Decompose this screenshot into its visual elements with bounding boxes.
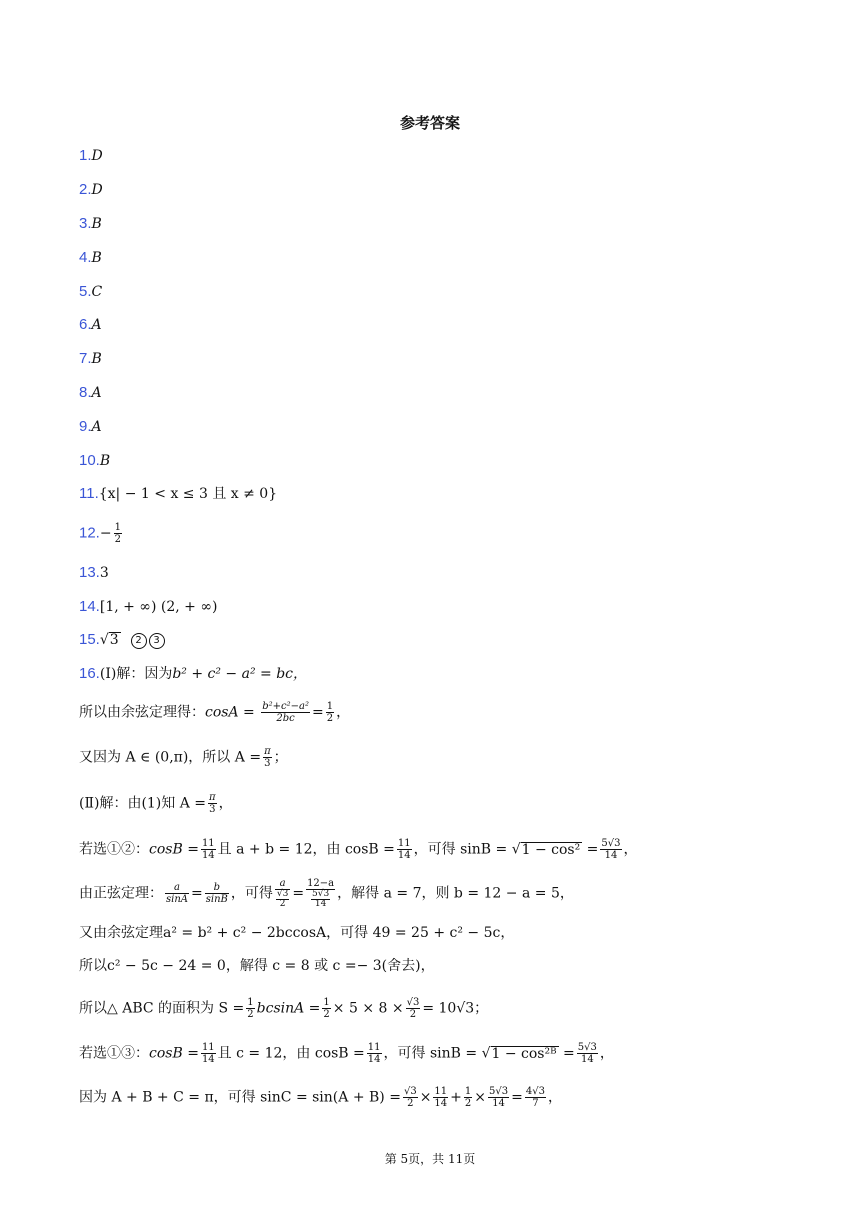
text: 所以由余弦定理得： [79, 704, 205, 721]
fraction: $\frac{5√3}{14}$ [601, 838, 621, 861]
answer-7 [79, 349, 102, 369]
answer-6 [79, 315, 102, 335]
fraction: $\frac{11}{14}$ [434, 1086, 448, 1109]
answer-value: B [91, 351, 102, 367]
text: 所以△ ABC 的面积为 S = [79, 1000, 245, 1017]
text: ， [599, 1045, 614, 1062]
fraction: $\frac{a}{\sin A}$ [166, 882, 188, 905]
text: cosB = [149, 841, 199, 858]
text: 又因为 A ∈ (0,π)，所以 A = [79, 749, 262, 766]
equation: b² + c² − a² = bc， [172, 666, 308, 682]
answer-16 [79, 664, 307, 684]
solution-line-9 [79, 997, 488, 1020]
text: 由正弦定理： [79, 885, 163, 902]
solution-line-2 [79, 701, 350, 724]
answer-2 [79, 180, 103, 200]
fraction: $\frac{\text{b²+c²−a²}}{2bc}$ [262, 701, 309, 724]
answer-15 [79, 630, 166, 650]
answer-number: 3. [79, 215, 92, 232]
fraction: $\frac{11}{14}$ [367, 1042, 381, 1065]
solution-line-10 [79, 1042, 614, 1065]
text: ，可得 sinB = [413, 841, 512, 858]
answer-value: (Ⅰ)解：因为 [99, 666, 173, 682]
answer-4 [79, 248, 102, 268]
text: × [419, 1089, 432, 1106]
fraction: $\frac{1}{2}$ [464, 1086, 472, 1109]
answer-number: 15. [79, 631, 100, 648]
sqrt-sign: √ [511, 841, 521, 858]
text: ； [273, 749, 288, 766]
text: 且 a + b = 12，由 cosB = [217, 841, 395, 858]
answer-8 [79, 383, 102, 403]
text: ， [623, 841, 638, 858]
answer-number: 5. [79, 283, 92, 300]
text: cosB = [149, 1045, 199, 1062]
answer-value: A [91, 419, 102, 435]
fraction: $\frac{11}{14}$ [397, 838, 411, 861]
answer-value: D [91, 182, 103, 198]
text: = [311, 704, 324, 721]
answer-5 [79, 282, 102, 302]
answer-10 [79, 451, 110, 471]
fraction: $\frac{√3}{2}$ [403, 1086, 417, 1109]
fraction: $\frac{11}{14}$ [201, 838, 215, 861]
text: = 10√3； [422, 1000, 489, 1017]
text: ，可得 sinB = [383, 1045, 482, 1062]
answer-value: 3 [109, 632, 119, 648]
answer-number: 11. [79, 485, 99, 502]
answer-number: 2. [79, 181, 92, 198]
text: (Ⅱ)解：由(1)知 A = [79, 795, 207, 812]
answer-number: 16. [79, 665, 100, 682]
text: = [191, 885, 203, 902]
sqrt-body: 1 − cos²ᴮ [491, 1045, 557, 1062]
text: = [582, 841, 599, 858]
fraction: $\frac{5√3}{14}$ [577, 1042, 597, 1065]
sqrt-sign: √ [481, 1045, 491, 1062]
text: ， [336, 704, 351, 721]
answer-number: 8. [79, 384, 92, 401]
solution-line-8: 所以c² − 5c − 24 = 0，解得 c = 8 或 c =− 3(舍去)， [79, 958, 435, 974]
answer-number: 1. [79, 147, 92, 164]
page-title: 参考答案 [399, 114, 460, 132]
text: ，可得 [230, 885, 273, 902]
answer-1 [79, 146, 103, 166]
fraction: $\frac{\pi}{3}$ [209, 792, 216, 815]
fraction: $\frac{\pi}{3}$ [264, 746, 271, 769]
solution-line-7: 又由余弦定理a² = b² + c² − 2bccosA，可得 49 = 25 + c² − 5c， [79, 925, 515, 941]
answer-value: B [99, 453, 111, 469]
answer-number: 4. [79, 249, 92, 266]
answer-number: 13. [79, 564, 100, 581]
circled-3: 3 [149, 633, 165, 649]
answer-value: 3 [99, 565, 109, 581]
answer-value: [1, + ∞) (2, + ∞) [99, 599, 218, 615]
answer-number: 7. [79, 350, 92, 367]
answer-value: D [91, 148, 103, 164]
answer-value: C [91, 284, 103, 300]
text: = [292, 885, 305, 902]
answer-value: A [91, 317, 102, 333]
answer-13 [79, 563, 109, 583]
answer-number: 9. [79, 418, 92, 435]
solution-line-5 [79, 838, 638, 861]
solution-line-4 [79, 792, 233, 815]
answer-value: B [91, 216, 102, 232]
answer-number: 10. [79, 452, 100, 469]
fraction: $\frac{1}{2}$ [323, 997, 330, 1020]
answer-14 [79, 597, 217, 617]
answer-value: {x| − 1 < x ≤ 3 且 x ≠ 0} [98, 486, 278, 502]
fraction: $\frac{12-a}{\frac{5√3}{14}}$ [307, 878, 335, 909]
text: × 5 × 8 × [332, 1000, 404, 1017]
fraction: $\frac{1}{2}$ [114, 522, 121, 545]
answer-number: 12. [79, 524, 100, 542]
answer-number: 14. [79, 598, 100, 615]
answer-9 [79, 417, 102, 437]
answer-value: − [99, 525, 112, 542]
sqrt-body: 1 − cos² [521, 841, 581, 858]
text: 且 c = 12，由 cosB = [217, 1045, 365, 1062]
fraction: $\frac{4√3}{7}$ [525, 1086, 545, 1109]
answer-value: A [91, 385, 102, 401]
fraction: $\frac{√3}{2}$ [406, 997, 420, 1020]
answer-number: 6. [79, 316, 92, 333]
text: × [474, 1089, 486, 1106]
text: 若选①②： [79, 841, 149, 858]
answer-11 [79, 484, 277, 504]
text: 若选①③： [79, 1045, 149, 1062]
fraction: $\frac{b}{\sin B}$ [205, 882, 228, 905]
fraction: $\frac{5√3}{14}$ [489, 1086, 509, 1109]
fraction: $\frac{11}{14}$ [201, 1042, 215, 1065]
text: ， [547, 1089, 562, 1106]
text: cosA = [205, 704, 255, 721]
solution-line-6 [79, 878, 574, 909]
page-footer: 第 5页，共 11页 [384, 1152, 476, 1166]
circled-2: 2 [131, 633, 147, 649]
text: ， [218, 795, 233, 812]
sqrt-sign: √ [99, 632, 109, 648]
text: ，解得 a = 7，则 b = 12 − a = 5， [337, 885, 574, 902]
answer-12 [79, 522, 124, 545]
solution-line-11 [79, 1086, 562, 1109]
text: bcsinA = [256, 1000, 321, 1017]
text: + [450, 1089, 462, 1106]
text: = [558, 1045, 575, 1062]
fraction: $\frac{a}{\frac{√3}{2}}$ [276, 878, 289, 909]
fraction: $\frac{1}{2}$ [326, 701, 334, 724]
solution-line-3 [79, 746, 288, 769]
text: = [511, 1089, 523, 1106]
text: 因为 A + B + C = π，可得 sinC = sin(A + B) = [79, 1089, 401, 1106]
answer-value: B [91, 250, 102, 266]
answer-3 [79, 214, 102, 234]
fraction: $\frac{1}{2}$ [247, 997, 254, 1020]
